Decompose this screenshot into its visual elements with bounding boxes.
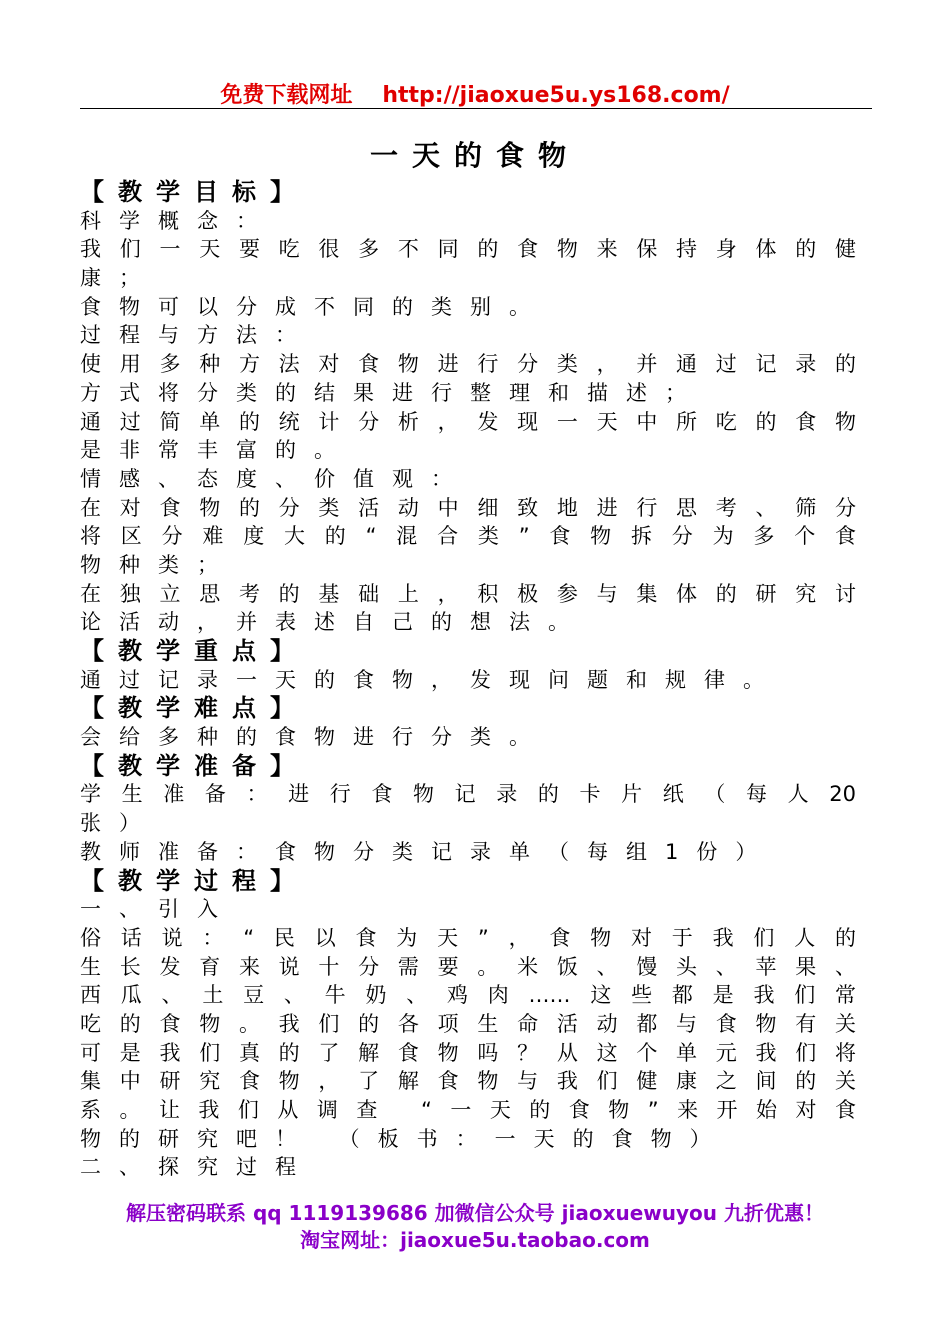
body-text-line: 一、引入: [80, 897, 236, 922]
body-text-line: 在独立思考的基础上，积极参与集体的研究讨: [80, 581, 856, 606]
body-text-line: 物种类；: [80, 552, 236, 577]
document-body: [80, 178, 856, 1182]
footer-shop-url[interactable]: 淘宝网址：jiaoxue5u.taobao.com: [300, 1228, 650, 1252]
section-heading: 【教学准备】: [80, 751, 308, 780]
body-text-line: 张）: [80, 811, 158, 836]
body-text-line: 物的研究吧！ （板书：一天的食物）: [80, 1126, 729, 1151]
body-text-line: 二、探究过程: [80, 1155, 314, 1180]
body-text-line: 可是我们真的了解食物吗？从这个单元我们将: [80, 1040, 856, 1065]
body-text-line: 论活动，并表述自己的想法。: [80, 610, 587, 635]
section-heading: 【教学目标】: [80, 178, 308, 206]
body-text-line: 会给多种的食物进行分类。: [80, 725, 548, 750]
body-text-line: 吃的食物。我们的各项生命活动都与食物有关: [80, 1011, 856, 1036]
body-text-line: 生长发育来说十分需要。米饭、馒头、苹果、: [80, 954, 856, 979]
body-text-line: 方式将分类的结果进行整理和描述；: [80, 380, 704, 405]
body-text-line: 通过简单的统计分析，发现一天中所吃的食物: [80, 409, 856, 434]
section-heading: 【教学重点】: [80, 637, 308, 665]
body-text-line: 通过记录一天的食物，发现问题和规律。: [80, 667, 782, 692]
document-title: 一天的食物: [369, 139, 580, 172]
body-text-line: 教师准备：食物分类记录单（每组1份）: [80, 839, 775, 864]
body-text-line: 食物可以分成不同的类别。: [80, 294, 548, 319]
footer-contact: 解压密码联系 qq 1119139686 加微信公众号 jiaoxuewuyou 九折优惠！: [126, 1201, 824, 1225]
header-url-link[interactable]: http://jiaoxue5u.ys168.com/: [382, 83, 730, 108]
body-text-line: 康；: [80, 266, 158, 291]
body-text-line: 在对食物的分类活动中细致地进行思考、筛分: [80, 495, 856, 520]
header-divider: [80, 108, 872, 109]
body-text-line: 过程与方法：: [80, 323, 314, 348]
body-text-line: 西瓜、土豆、牛奶、鸡肉……这些都是我们常: [80, 983, 856, 1008]
body-text-line: 系。让我们从调查 “一天的食物”来开始对食: [80, 1098, 856, 1122]
header-banner: [0, 78, 950, 109]
body-text-line: 使用多种方法对食物进行分类，并通过记录的: [80, 352, 856, 377]
section-heading: 【教学难点】: [80, 694, 308, 723]
body-text-line: 学生准备：进行食物记录的卡片纸（每人20: [80, 782, 856, 807]
body-text-line: 将区分难度大的“混合类”食物拆分为多个食: [80, 524, 856, 549]
body-text-line: 集中研究食物，了解食物与我们健康之间的关: [80, 1069, 856, 1094]
body-text-line: 俗话说：“民以食为天”，食物对于我们人的: [80, 925, 856, 950]
body-text-line: 科学概念：: [80, 208, 275, 233]
body-text-line: 情感、态度、价值观：: [80, 466, 470, 491]
body-text-line: 我们一天要吃很多不同的食物来保持身体的健: [80, 237, 856, 262]
section-heading: 【教学过程】: [80, 866, 308, 895]
header-label: 免费下载网址: [220, 83, 353, 108]
body-text-line: 是非常丰富的。: [80, 438, 353, 463]
